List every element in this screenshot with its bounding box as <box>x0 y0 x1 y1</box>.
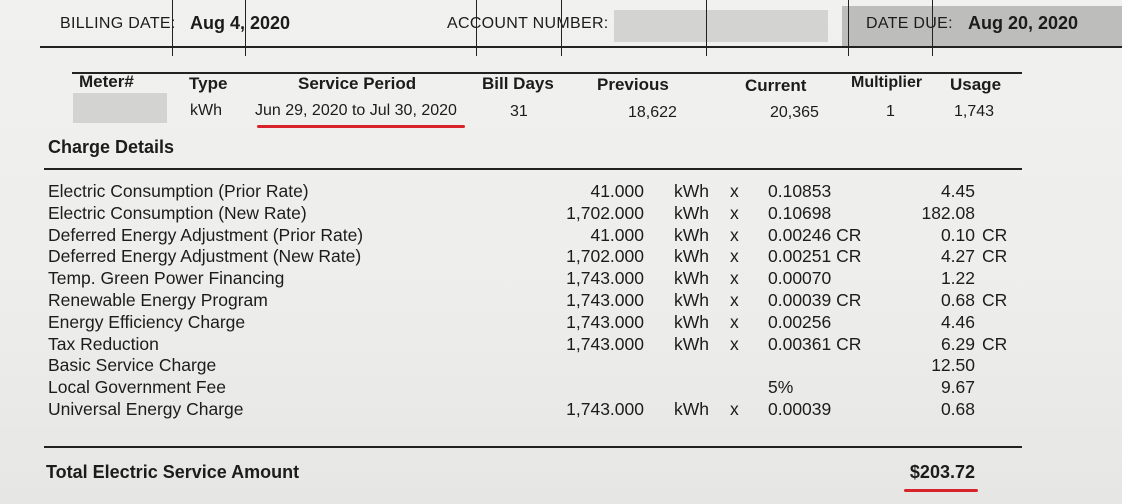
charge-quantity: 1,743.000 <box>566 268 644 289</box>
charge-row <box>0 334 1122 356</box>
charge-description: Electric Consumption (Prior Rate) <box>48 181 309 201</box>
usage-value: 1,743 <box>954 103 995 120</box>
charge-details-top-rule <box>44 168 1022 170</box>
meter-table-divider <box>706 0 707 56</box>
charge-unit: kWh <box>674 290 709 310</box>
charge-quantity: 1,702.000 <box>566 202 644 223</box>
charge-rate: 0.10853 <box>768 181 832 201</box>
service-period-underline <box>257 125 465 128</box>
charge-description: Basic Service Charge <box>48 355 217 376</box>
meter-table-divider <box>476 0 477 56</box>
charge-rate: 5% <box>768 377 794 398</box>
charge-row <box>0 246 1122 268</box>
charge-unit: kWh <box>674 181 709 201</box>
col-header-current: Current <box>745 76 807 95</box>
charge-quantity: 1,743.000 <box>566 399 644 419</box>
charge-description: Electric Consumption (New Rate) <box>48 202 307 223</box>
charge-description: Temp. Green Power Financing <box>48 268 285 289</box>
charge-amount: 1.22 <box>940 268 975 289</box>
col-header-service-period: Service Period <box>298 74 417 93</box>
charge-credit-flag: CR <box>982 246 1008 267</box>
meter-table-divider <box>245 0 246 56</box>
charge-quantity: 1,702.000 <box>566 246 644 267</box>
col-header-usage: Usage <box>950 75 1002 94</box>
charge-unit: kWh <box>674 246 709 267</box>
total-label: Total Electric Service Amount <box>46 462 300 482</box>
charge-row <box>0 355 1122 377</box>
charge-multiply-sign: x <box>730 202 739 223</box>
charge-row <box>0 290 1122 312</box>
charge-multiply-sign: x <box>730 224 739 245</box>
meter-number-redacted <box>73 93 167 123</box>
meter-table-divider <box>848 0 849 56</box>
charge-multiply-sign: x <box>730 399 739 419</box>
total-amount-underline <box>904 489 978 492</box>
charge-amount: 0.10 <box>940 224 975 245</box>
col-header-multiplier: Multiplier <box>851 74 923 91</box>
charge-amount: 0.68 <box>940 399 975 419</box>
date-due-value: Aug 20, 2020 <box>968 13 1079 33</box>
current-reading-value: 20,365 <box>770 104 819 121</box>
charge-multiply-sign: x <box>730 311 739 332</box>
charge-description: Renewable Energy Program <box>48 290 268 310</box>
charge-rate: 0.00251 CR <box>768 246 862 267</box>
meter-table-divider <box>932 0 933 56</box>
charge-amount: 4.46 <box>940 311 975 332</box>
col-header-type: Type <box>189 74 228 93</box>
charge-unit: kWh <box>674 399 709 419</box>
charge-unit: kWh <box>674 333 709 354</box>
charge-unit: kWh <box>674 202 709 223</box>
charge-row <box>0 399 1122 421</box>
charge-description: Deferred Energy Adjustment (Prior Rate) <box>48 224 364 245</box>
meter-type-value: kWh <box>190 102 222 119</box>
charge-multiply-sign: x <box>730 333 739 354</box>
charge-multiply-sign: x <box>730 290 739 310</box>
charge-description: Local Government Fee <box>48 377 227 398</box>
charge-quantity: 1,743.000 <box>566 311 644 332</box>
charge-amount: 182.08 <box>921 202 975 223</box>
billing-date-value: Aug 4, 2020 <box>190 13 291 33</box>
date-due-label: DATE DUE: <box>866 15 953 32</box>
charge-amount: 4.27 <box>940 246 975 267</box>
charge-unit: kWh <box>674 311 709 332</box>
charge-row <box>0 377 1122 399</box>
charge-unit: kWh <box>674 224 709 245</box>
charge-row <box>0 225 1122 247</box>
charge-credit-flag: CR <box>982 224 1008 245</box>
charge-row <box>0 268 1122 290</box>
charge-rate: 0.10698 <box>768 202 832 223</box>
charge-details-title: Charge Details <box>48 137 175 157</box>
charge-rate: 0.00070 <box>768 268 832 289</box>
charge-multiply-sign: x <box>730 181 739 201</box>
charge-rate: 0.00256 <box>768 311 832 332</box>
charge-rate: 0.00246 CR <box>768 224 862 245</box>
charge-amount: 9.67 <box>940 377 975 398</box>
charge-quantity: 1,743.000 <box>566 290 644 310</box>
charge-row <box>0 181 1122 203</box>
meter-table-divider <box>561 0 562 56</box>
col-header-meter: Meter# <box>79 72 134 91</box>
charge-description: Energy Efficiency Charge <box>48 311 246 332</box>
charge-quantity: 1,743.000 <box>566 333 644 354</box>
charge-rate: 0.00039 <box>768 399 832 419</box>
charge-multiply-sign: x <box>730 268 739 289</box>
charge-description: Universal Energy Charge <box>48 399 244 419</box>
col-header-previous: Previous <box>597 75 669 94</box>
charge-amount: 12.50 <box>931 355 975 376</box>
multiplier-value: 1 <box>886 103 895 120</box>
charge-description: Deferred Energy Adjustment (New Rate) <box>48 246 362 267</box>
previous-reading-value: 18,622 <box>628 104 677 121</box>
charge-unit: kWh <box>674 268 709 289</box>
bill-days-value: 31 <box>510 103 528 120</box>
charge-quantity: 41.000 <box>590 224 644 245</box>
charge-rate: 0.00039 CR <box>768 290 862 310</box>
service-period-value: Jun 29, 2020 to Jul 30, 2020 <box>255 102 457 119</box>
billing-date-label: BILLING DATE: <box>60 15 176 32</box>
account-number-redacted <box>614 10 828 42</box>
account-number-label: ACCOUNT NUMBER: <box>447 15 609 32</box>
charge-credit-flag: CR <box>982 333 1008 354</box>
charge-amount: 0.68 <box>940 290 975 310</box>
charge-amount: 4.45 <box>940 181 975 201</box>
charge-row <box>0 203 1122 225</box>
meter-table-divider <box>172 0 173 56</box>
charge-multiply-sign: x <box>730 246 739 267</box>
charge-credit-flag: CR <box>982 290 1008 310</box>
charge-details-bottom-rule <box>44 446 1022 448</box>
charge-rate: 0.00361 CR <box>768 333 862 354</box>
charge-description: Tax Reduction <box>48 333 159 354</box>
charge-amount: 6.29 <box>940 333 975 354</box>
charge-row <box>0 312 1122 334</box>
charge-quantity: 41.000 <box>590 181 644 201</box>
col-header-bill-days: Bill Days <box>482 74 554 93</box>
total-amount: $203.72 <box>909 462 975 482</box>
